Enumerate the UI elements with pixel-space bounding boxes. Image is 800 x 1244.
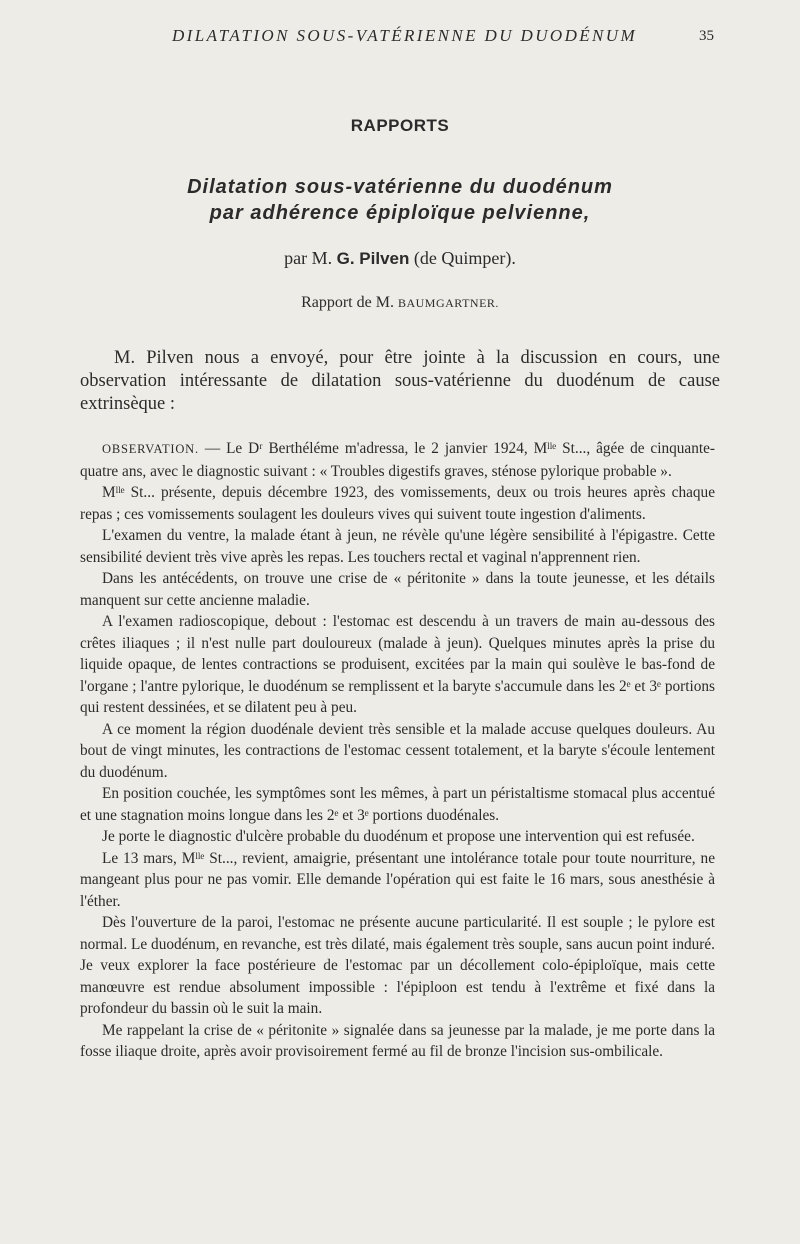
rapport-prefix: Rapport de M. bbox=[301, 294, 398, 311]
observation-paragraph-9: Le 13 mars, Mˡˡᵉ St..., revient, amaigrie, présentant une intolérance totale pour toute nourriture, ne mangeant plus pour ne pas vomir. Elle demande l'opération qui est faite le 16 mars, sous anesthésie à l'éther. bbox=[80, 849, 715, 910]
observation-paragraph-1-text: — Le Dʳ Berthéléme m'adressa, le 2 janvier 1924, Mˡˡᵉ St..., âgée de cinquante-quatre ans, avec le diagnostic suivant : « Troubles digestifs graves, sténose pylorique probable ». bbox=[80, 440, 715, 480]
byline-prefix: par M. bbox=[284, 248, 337, 268]
page-number: 35 bbox=[699, 28, 714, 44]
article-title-line-2: par adhérence épiploïque pelvienne, bbox=[209, 202, 591, 224]
observation-paragraph-2: Mˡˡᵉ St... présente, depuis décembre 1923, des vomissements, deux ou trois heures après chaque repas ; ces vomissements soulagent les douleurs vives qui suivent toute ingestion d'aliments. bbox=[80, 484, 715, 523]
section-title: RAPPORTS bbox=[350, 116, 450, 135]
observation-paragraph-6: A ce moment la région duodénale devient très sensible et la malade accuse quelques douleurs. Au bout de vingt minutes, les contractions de l'estomac cessent totalement, et la baryte s'écoule lentement du duodénum. bbox=[80, 720, 715, 781]
observation-body bbox=[80, 438, 715, 1063]
observation-paragraph-11: Me rappelant la crise de « péritonite » signalée dans sa jeunesse par la malade, je me porte dans la fosse iliaque droite, après avoir provisoirement fermé au fil de bronze l'incision sus-ombilicale. bbox=[80, 1021, 715, 1060]
intro-text bbox=[80, 347, 720, 416]
observation-paragraph-1 bbox=[80, 438, 715, 482]
rapport-line bbox=[0, 294, 800, 312]
article-title-line-1: Dilatation sous-vatérienne du duodénum bbox=[187, 176, 613, 198]
byline-suffix: (de Quimper). bbox=[409, 248, 516, 268]
author-name: G. Pilven bbox=[336, 249, 410, 268]
running-title: DILATATION SOUS-VATÉRIENNE DU DUODÉNUM bbox=[172, 26, 638, 45]
observation-paragraph-10: Dès l'ouverture de la paroi, l'estomac ne présente aucune particularité. Il est souple ; le pylore est normal. Le duodénum, en revanche, est très dilaté, mais également très souple, sans aucun point induré. Je veux explorer la face postérieure de l'estomac par un décollement colo-épiploïque, mais cette manœuvre est rendue absolument impossible : l'épiploon est tendu à l'extrême et fixé dans la profondeur du bassin où le suit la main. bbox=[80, 914, 715, 1017]
observation-paragraph-8: Je porte le diagnostic d'ulcère probable du duodénum et propose une intervention qui est refusée. bbox=[102, 828, 695, 845]
observation-paragraph-7: En position couchée, les symptômes sont les mêmes, à part un péristaltisme stomacal plus accentué et une stagnation moins longue dans les 2ᵉ et 3ᵉ portions duodénales. bbox=[80, 785, 715, 824]
observation-paragraph-5: A l'examen radioscopique, debout : l'estomac est descendu à un travers de main au-dessous des crêtes iliaques ; il n'est nulle part douloureux (malade à jeun). Quelques minutes après la prise du liquide opaque, de lentes contractions se produisent, excitées par la main qui soulève le bas-fond de l'organe ; l'antre pylorique, le duodénum se remplissent et la baryte s'accumule dans les 2ᵉ et 3ᵉ portions qui restent dessinées, et se dilatent peu à peu. bbox=[80, 613, 715, 716]
byline bbox=[0, 248, 800, 269]
rapport-author: BAUMGARTNER. bbox=[397, 296, 499, 310]
observation-paragraph-4: Dans les antécédents, on trouve une crise de « péritonite » dans la toute jeunesse, et les détails manquent sur cette ancienne maladie. bbox=[80, 570, 715, 609]
observation-lead: OBSERVATION. bbox=[102, 442, 199, 456]
observation-paragraph-3: L'examen du ventre, la malade étant à jeun, ne révèle qu'une légère sensibilité à l'épigastre. Cette sensibilité devient très vive après les repas. Les touchers rectal et vaginal n'apprennent rien. bbox=[80, 527, 715, 566]
intro-paragraph: M. Pilven nous a envoyé, pour être jointe à la discussion en cours, une observation intéressante de dilatation sous-vatérienne du duodénum de cause extrinsèque : bbox=[80, 348, 720, 414]
running-head bbox=[80, 26, 720, 50]
